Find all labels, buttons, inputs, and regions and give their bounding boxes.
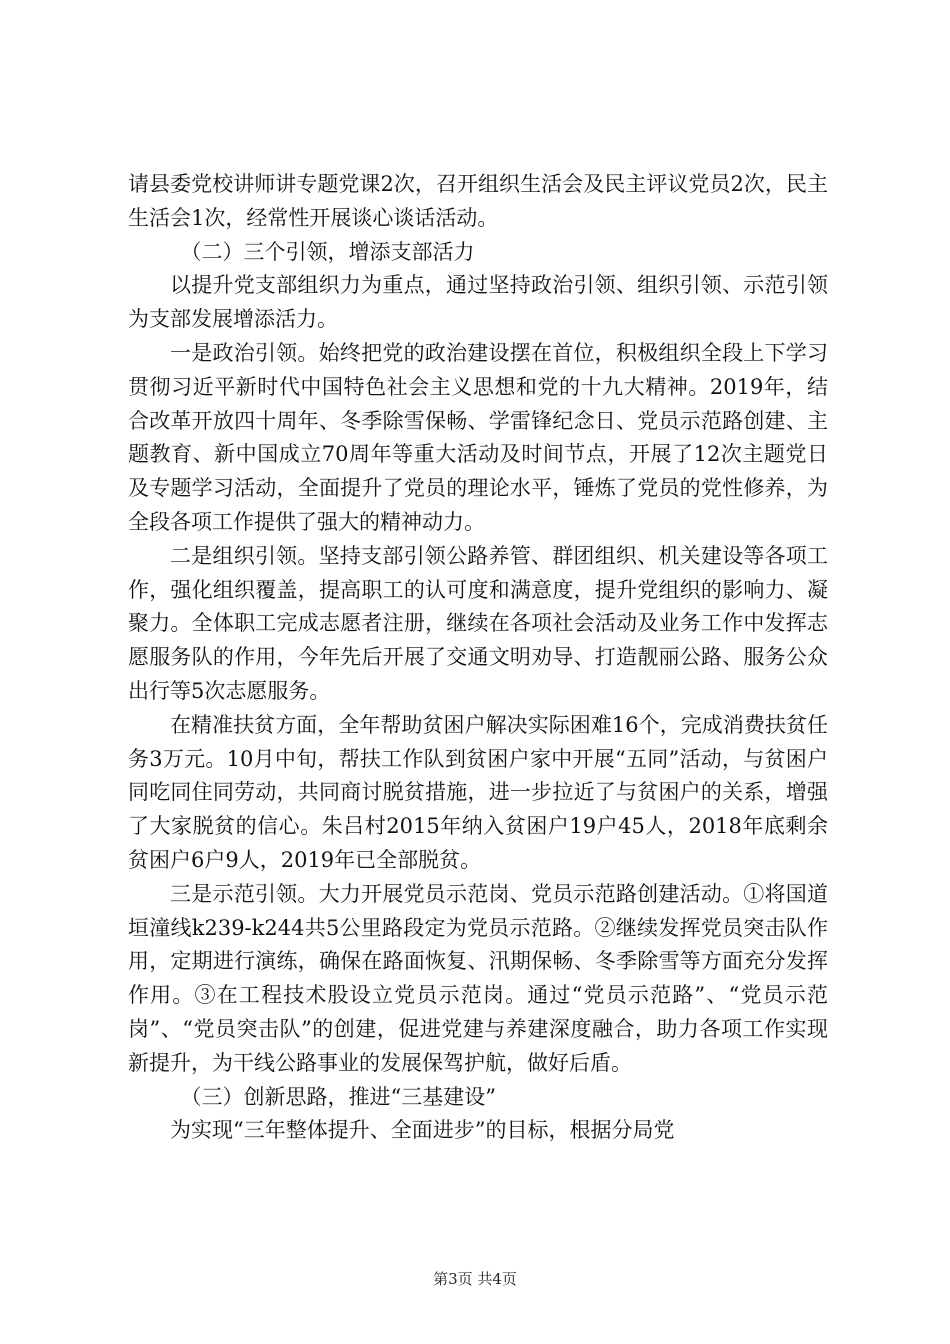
paragraph-political-lead: 一是政治引领。始终把党的政治建设摆在首位，积极组织全段上下学习贯彻习近平新时代中国特色社会主义思想和党的十九大精神。2019年，结合改革开放四十周年、冬季除雪保畅、学雷锋纪念日、党员示范路创建、主题教育、新中国成立70周年等重大活动及时间节点，开展了12次主题党日及专题学习活动，全面提升了党员的理论水平，锤炼了党员的党性修养，为全段各项工作提供了强大的精神动力。 [128,340,828,534]
section-heading-innovation: （三）创新思路，推进“三基建设” [180,1084,496,1109]
document-body [128,168,828,1148]
paragraph-goal: 为实现“三年整体提升、全面进步”的目标，根据分局党 [170,1118,675,1143]
paragraph-organization-lead: 二是组织引领。坚持支部引领公路养管、群团组织、机关建设等各项工作，强化组织覆盖，提高职工的认可度和满意度，提升党组织的影响力、凝聚力。全体职工完成志愿者注册，继续在各项社会活动及业务工作中发挥志愿服务队的作用，今年先后开展了交通文明劝导、打造靓丽公路、服务公众出行等5次志愿服务。 [128,543,828,703]
section-heading-three-leads: （二）三个引领，增添支部活力 [180,239,475,264]
paragraph-poverty-alleviation: 在精准扶贫方面，全年帮助贫困户解决实际困难16个，完成消费扶贫任务3万元。10月中旬，帮扶工作队到贫困户家中开展“五同”活动，与贫困户同吃同住同劳动，共同商讨脱贫措施，进一步拉近了与贫困户的关系，增强了大家脱贫的信心。朱吕村2015年纳入贫困户19户45人，2018年底剩余贫困户6户9人，2019年已全部脱贫。 [128,712,828,872]
paragraph-intro: 以提升党支部组织力为重点，通过坚持政治引领、组织引领、示范引领为支部发展增添活力。 [128,273,828,332]
paragraph-continuation: 请县委党校讲师讲专题党课2次，召开组织生活会及民主评议党员2次，民主生活会1次，经常性开展谈心谈话活动。 [128,172,828,230]
paragraph-demonstration-lead: 三是示范引领。大力开展党员示范岗、党员示范路创建活动。①将国道垣潼线k239-k244共5公里路段定为党员示范路。②继续发挥党员突击队作用，定期进行演练，确保在路面恢复、汛期保畅、冬季除雪等方面充分发挥作用。③在工程技术股设立党员示范岗。通过“党员示范路”、“党员示范岗”、“党员突击队”的创建，促进党建与养建深度融合，助力各项工作实现新提升，为干线公路事业的发展保驾护航，做好后盾。 [128,881,828,1075]
page-number-footer: 第3页 共4页 [433,1270,517,1288]
